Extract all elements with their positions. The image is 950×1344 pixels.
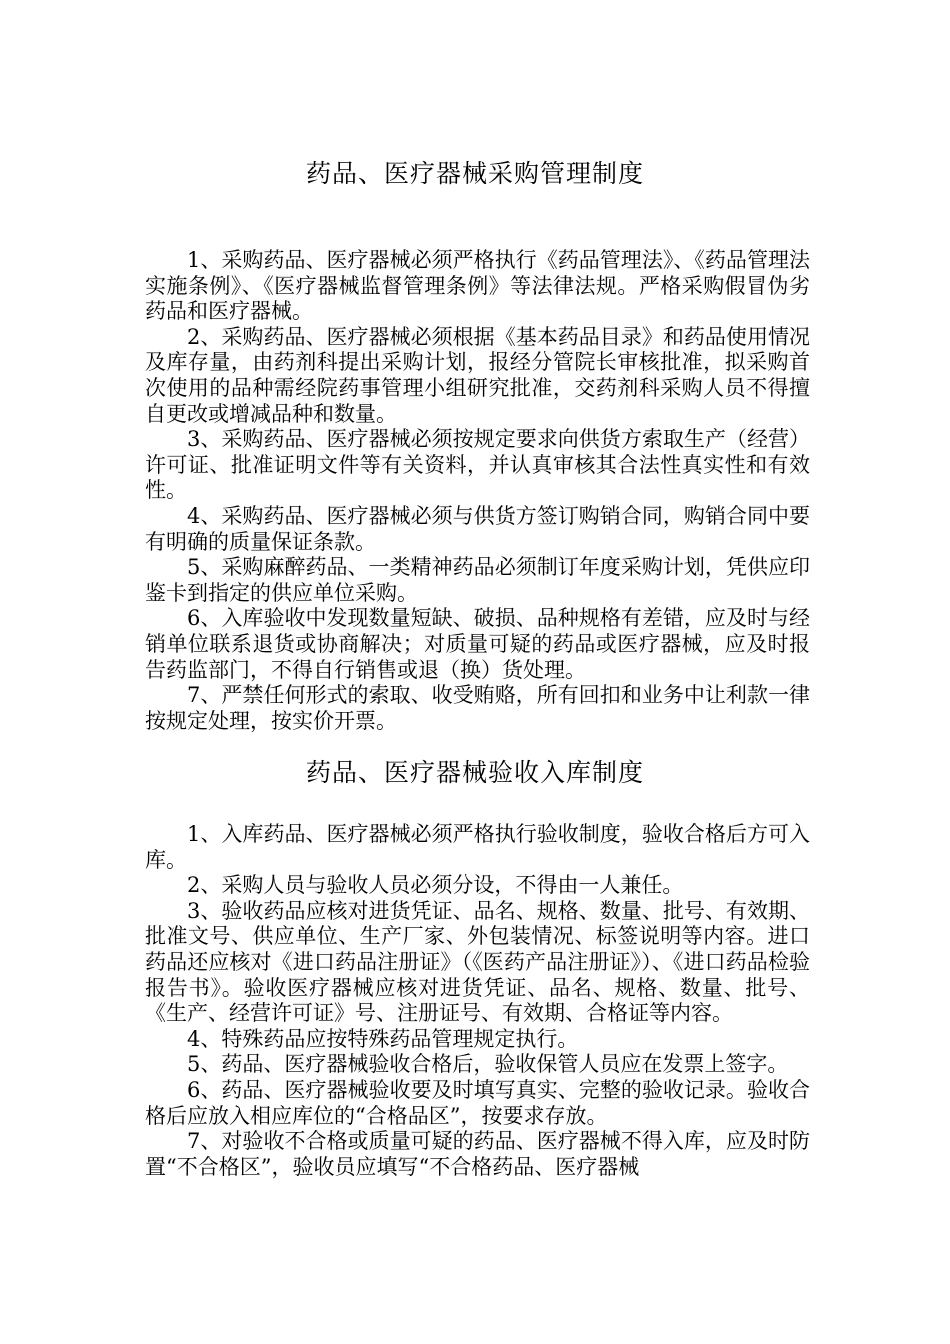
paragraph: 6、入库验收中发现数量短缺、破损、品种规格有差错，应及时与经销单位联系退货或协商解决；对质量可疑的药品或医疗器械，应及时报告药监部门，不得自行销售或退（换）货处理。 bbox=[145, 606, 810, 682]
paragraph: 6、药品、医疗器械验收要及时填写真实、完整的验收记录。验收合格后应放入相应库位的“合格品区”，按要求存放。 bbox=[145, 1077, 810, 1128]
section-body-inspection bbox=[145, 822, 810, 1226]
paragraph: 2、采购药品、医疗器械必须根据《基本药品目录》和药品使用情况及库存量，由药剂科提出采购计划，报经分管院长审核批准，拟采购首次使用的品种需经院药事管理小组研究批准，交药剂科采购人员不得擅自更改或增减品种和数量。 bbox=[145, 324, 810, 426]
paragraph: 1、采购药品、医疗器械必须严格执行《药品管理法》、《药品管理法实施条例》、《医疗器械监督管理条例》等法律法规。严格采购假冒伪劣药品和医疗器械。 bbox=[145, 248, 810, 324]
section-title-inspection: 药品、医疗器械验收入库制度 bbox=[305, 758, 644, 787]
paragraph: 4、采购药品、医疗器械必须与供货方签订购销合同，购销合同中要有明确的质量保证条款。 bbox=[145, 503, 810, 554]
paragraph: 7、严禁任何形式的索取、收受贿赂，所有回扣和业务中让利款一律按规定处理，按实价开票。 bbox=[145, 683, 810, 733]
paragraph: 7、对验收不合格或质量可疑的药品、医疗器械不得入库，应及时防置“不合格区”，验收员应填写“不合格药品、医疗器械 bbox=[145, 1129, 810, 1179]
paragraph: 1、入库药品、医疗器械必须严格执行验收制度，验收合格后方可入库。 bbox=[145, 822, 810, 872]
paragraph: 5、采购麻醉药品、一类精神药品必须制订年度采购计划，凭供应印鉴卡到指定的供应单位采购。 bbox=[145, 555, 810, 605]
paragraph: 3、验收药品应核对进货凭证、品名、规格、数量、批号、有效期、批准文号、供应单位、生产厂家、外包装情况、标签说明等内容。进口药品还应核对《进口药品注册证》（《医药产品注册证》）、《进口药品检验报告书》。验收医疗器械应核对进货凭证、品名、规格、数量、批号、《生产、经营许可证》号、注册证号、有效期、合格证等内容。 bbox=[145, 898, 810, 1026]
paragraph: 3、采购药品、医疗器械必须按规定要求向供货方索取生产（经营）许可证、批准证明文件等有关资料，并认真审核其合法性真实性和有效性。 bbox=[145, 427, 810, 503]
paragraph: 4、特殊药品应按特殊药品管理规定执行。 bbox=[187, 1026, 579, 1051]
section-body-procurement bbox=[145, 248, 810, 734]
paragraph: 2、采购人员与验收人员必须分设，不得由一人兼任。 bbox=[187, 873, 684, 898]
paragraph: 5、药品、医疗器械验收合格后，验收保管人员应在发票上签字。 bbox=[187, 1052, 789, 1077]
section-title-procurement: 药品、医疗器械采购管理制度 bbox=[305, 159, 644, 188]
